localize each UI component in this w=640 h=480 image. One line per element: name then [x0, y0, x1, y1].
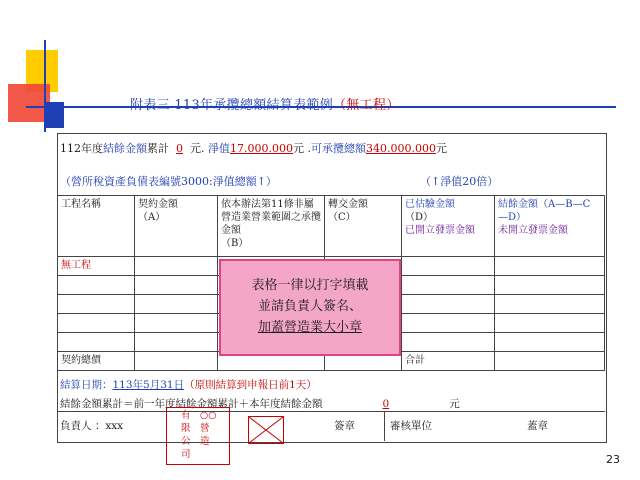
balance-formula: 結餘金額累計＝前一年度結餘金額累計＋本年度結餘金額 0 元 — [60, 398, 460, 410]
total-row: 契約總價 合計 — [58, 352, 605, 371]
summary-unit2: 元 . — [292, 142, 311, 155]
owner-label: 負責人 ：xxx — [60, 420, 124, 432]
company-seal-stamp — [166, 407, 230, 465]
personal-seal-box — [248, 416, 284, 444]
table-header-row — [58, 196, 605, 257]
col-contract-amount: 契約金額 （A） — [135, 196, 218, 257]
summary-capacity-label: 可承攬總額 — [310, 142, 366, 155]
personal-seal-x-icon — [249, 417, 283, 443]
table-row: 無工程 — [58, 257, 605, 276]
summary-net-label: 淨值 — [208, 142, 230, 155]
col-balance-amount: 結餘金額（A—B—C —D） 未開立發票金額 — [495, 196, 605, 257]
settlement-date: 結算日期：113年5月31日（原則結算到申報日前1天） — [60, 379, 317, 391]
summary-net-value: 17.000.000 — [230, 142, 293, 155]
multiplier-note: （↑淨值20倍） — [420, 175, 499, 188]
col-project-name: 工程名稱 — [58, 196, 135, 257]
summary-unit3: 元 — [435, 142, 447, 155]
col-transfer-amount: 轉交金額 （C） — [325, 196, 402, 257]
col-non-construction: 依本辦法第11條非屬營造業營業範圍之承攬金額 （B） — [218, 196, 325, 257]
page-title — [130, 94, 400, 113]
sign-label: 簽章 — [334, 420, 355, 432]
summary-unit: 元. — [190, 142, 205, 155]
summary-prefix: 112年度 — [60, 142, 103, 155]
stamp-text-col1: 有限公司 — [181, 410, 191, 460]
signature-divider — [384, 411, 385, 441]
stamp-text-col2: ○○營造 — [200, 410, 217, 447]
reviewer-label: 審核單位 — [390, 420, 432, 432]
source-note: （營所稅資產負債表編號3000:淨值總額↑） — [60, 175, 277, 188]
summary-balance-label: 結餘金額 — [103, 142, 147, 155]
summary-line — [60, 140, 447, 156]
summary-balance-value: 0 — [176, 142, 183, 155]
summary-capacity-value: 340.000.000 — [365, 142, 436, 155]
divider — [57, 411, 605, 412]
typing-instruction-callout: 表格一律以打字填載 並請負責人簽名、 加蓋營造業大小章 — [219, 259, 401, 356]
title-note: （無工程） — [333, 98, 400, 113]
seal-label: 蓋章 — [527, 420, 548, 432]
title-main: 附表三 113年承攬總額結算表範例 — [130, 98, 334, 113]
page-number: 23 — [606, 453, 620, 466]
col-estimated-amount: 已估驗金額 （D） 已開立發票金額 — [402, 196, 495, 257]
summary-accumulate: 累計 — [147, 142, 169, 155]
decor-vertical-line — [44, 40, 46, 132]
